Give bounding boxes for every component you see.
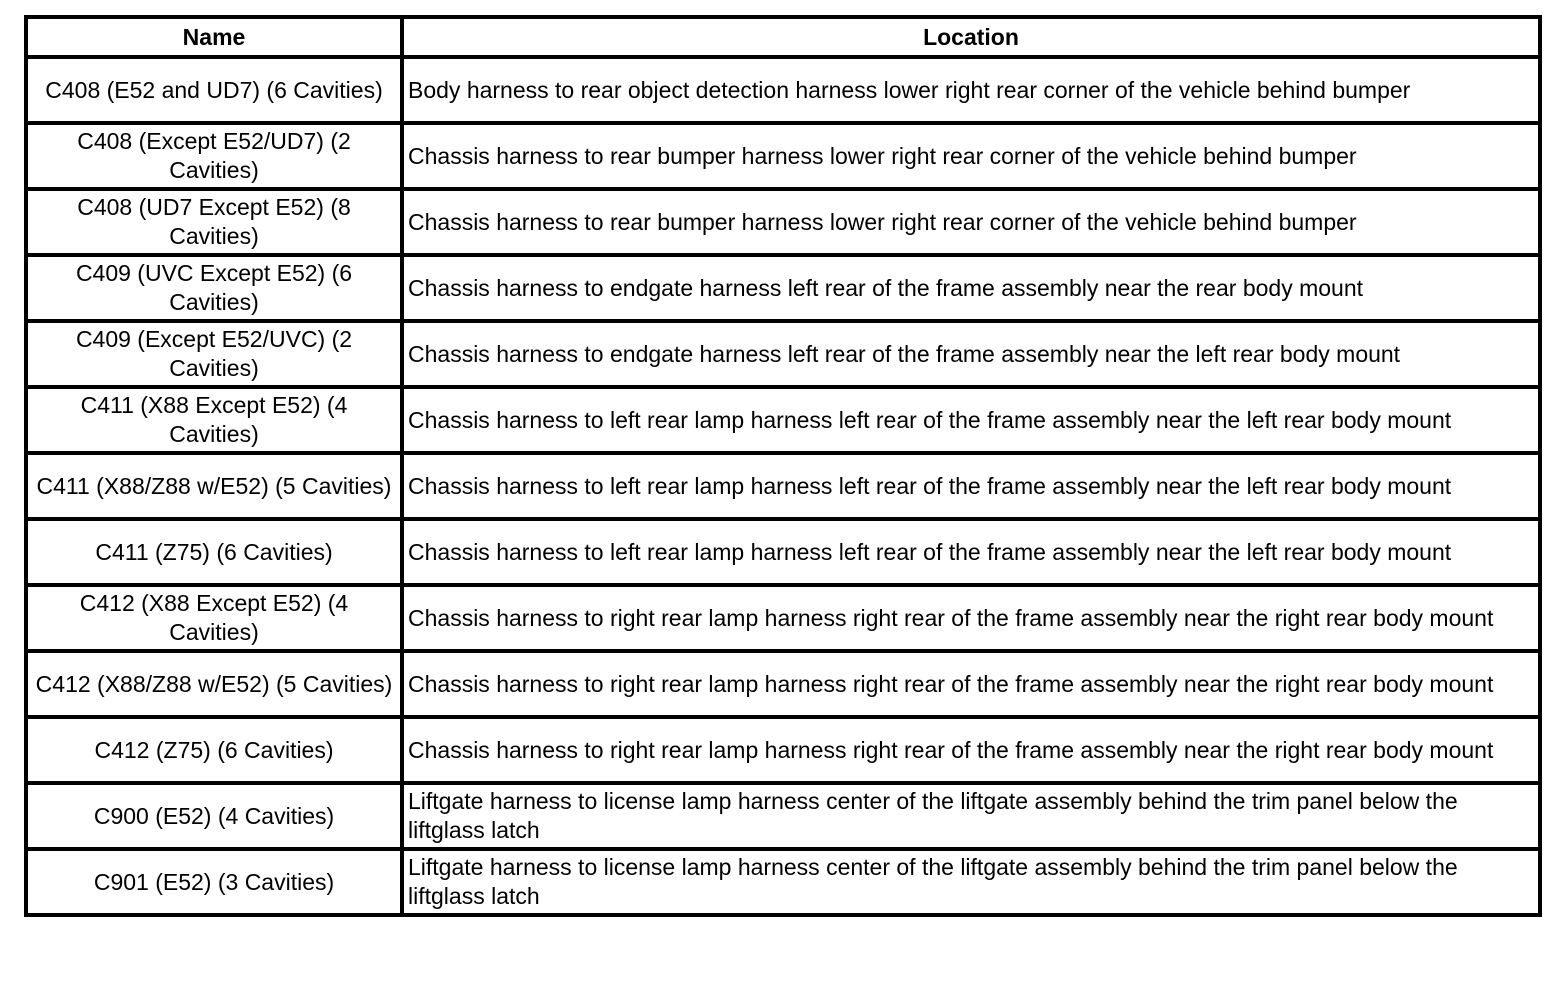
cell-name: C408 (Except E52/UD7) (2 Cavities) [26,123,402,189]
cell-location: Liftgate harness to license lamp harness center of the liftgate assembly behind the trim panel below the liftglass latch [402,849,1540,915]
cell-name: C412 (Z75) (6 Cavities) [26,717,402,783]
table-row [26,783,1540,849]
cell-location: Chassis harness to rear bumper harness lower right rear corner of the vehicle behind bumper [402,123,1540,189]
table-row [26,255,1540,321]
cell-location: Chassis harness to rear bumper harness lower right rear corner of the vehicle behind bumper [402,189,1540,255]
cell-name: C412 (X88/Z88 w/E52) (5 Cavities) [26,651,402,717]
header-name: Name [26,17,402,57]
header-location: Location [402,17,1540,57]
cell-name: C411 (Z75) (6 Cavities) [26,519,402,585]
cell-location: Chassis harness to right rear lamp harness right rear of the frame assembly near the right rear body mount [402,585,1540,651]
cell-location: Chassis harness to endgate harness left rear of the frame assembly near the left rear body mount [402,321,1540,387]
cell-location: Chassis harness to left rear lamp harness left rear of the frame assembly near the left rear body mount [402,387,1540,453]
table-row [26,387,1540,453]
table-row [26,519,1540,585]
cell-name: C412 (X88 Except E52) (4 Cavities) [26,585,402,651]
cell-name: C900 (E52) (4 Cavities) [26,783,402,849]
table-row [26,321,1540,387]
cell-location: Liftgate harness to license lamp harness center of the liftgate assembly behind the trim panel below the liftglass latch [402,783,1540,849]
table-row [26,189,1540,255]
table-row [26,849,1540,915]
table-row [26,57,1540,123]
cell-location: Chassis harness to endgate harness left rear of the frame assembly near the rear body mount [402,255,1540,321]
cell-name: C409 (Except E52/UVC) (2 Cavities) [26,321,402,387]
cell-name: C901 (E52) (3 Cavities) [26,849,402,915]
table-row [26,585,1540,651]
table-row [26,123,1540,189]
connector-table-container [24,15,1538,917]
cell-name: C411 (X88 Except E52) (4 Cavities) [26,387,402,453]
cell-location: Chassis harness to right rear lamp harness right rear of the frame assembly near the right rear body mount [402,717,1540,783]
table-row [26,453,1540,519]
connector-location-table [24,15,1542,917]
table-row [26,717,1540,783]
cell-name: C408 (UD7 Except E52) (8 Cavities) [26,189,402,255]
cell-name: C411 (X88/Z88 w/E52) (5 Cavities) [26,453,402,519]
cell-name: C409 (UVC Except E52) (6 Cavities) [26,255,402,321]
cell-location: Chassis harness to left rear lamp harness left rear of the frame assembly near the left rear body mount [402,519,1540,585]
table-row [26,651,1540,717]
cell-name: C408 (E52 and UD7) (6 Cavities) [26,57,402,123]
table-header-row [26,17,1540,57]
cell-location: Chassis harness to right rear lamp harness right rear of the frame assembly near the right rear body mount [402,651,1540,717]
cell-location: Chassis harness to left rear lamp harness left rear of the frame assembly near the left rear body mount [402,453,1540,519]
cell-location: Body harness to rear object detection harness lower right rear corner of the vehicle behind bumper [402,57,1540,123]
